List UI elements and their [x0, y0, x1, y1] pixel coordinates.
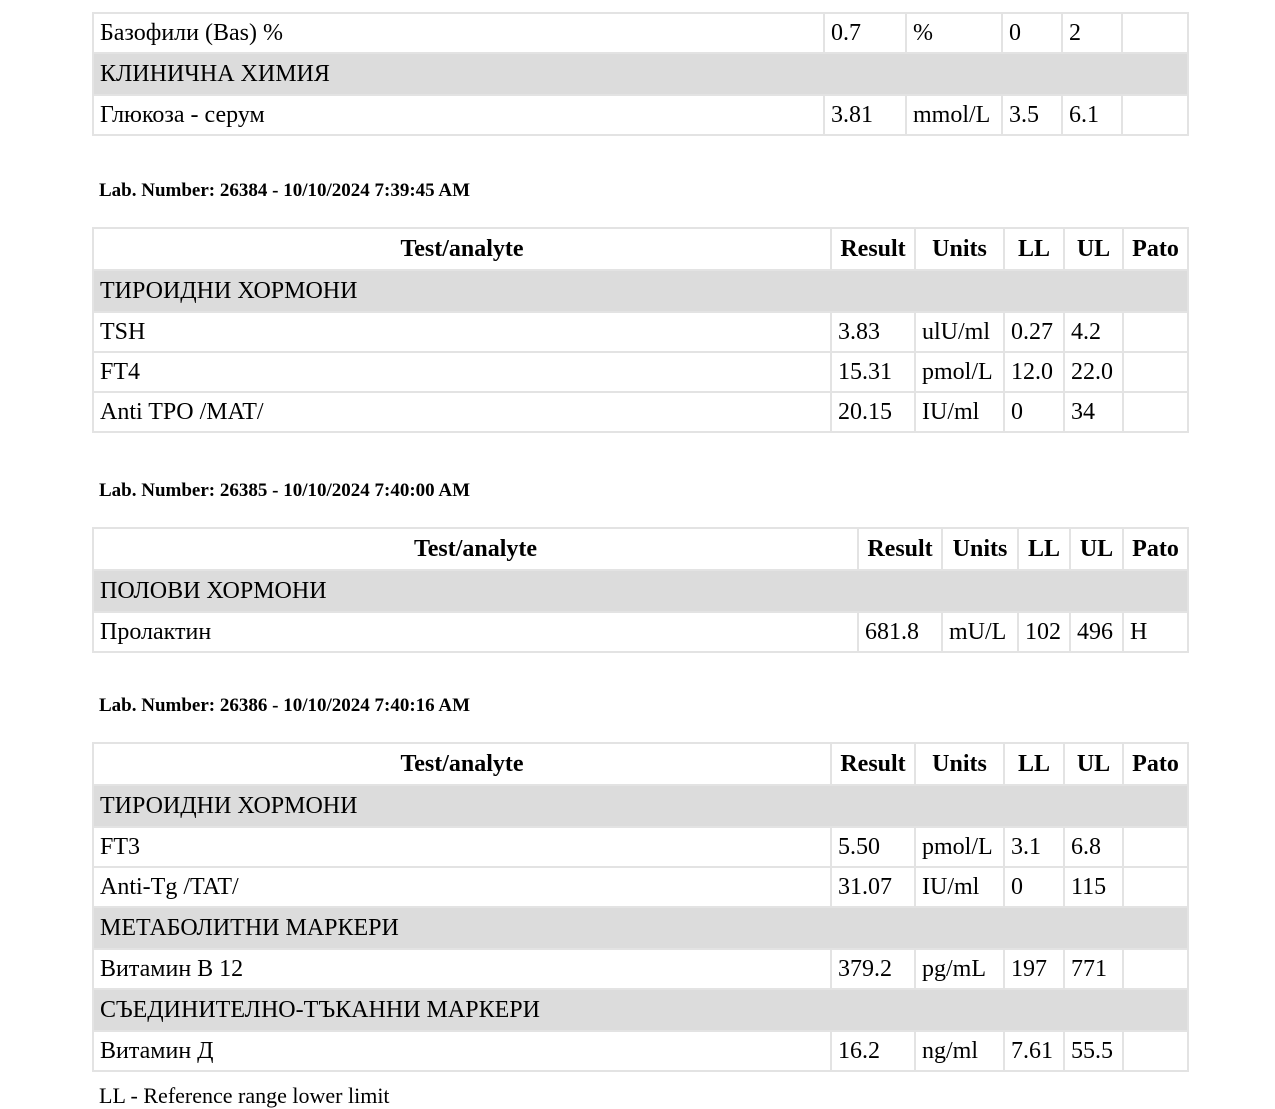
lower-limit: 0 [1004, 392, 1064, 432]
col-header-ul: UL [1070, 528, 1123, 570]
upper-limit: 2 [1062, 13, 1122, 53]
units: IU/ml [915, 392, 1004, 432]
upper-limit: 34 [1064, 392, 1123, 432]
section-row [93, 270, 1188, 312]
lab-number-heading: Lab. Number: 26386 - 10/10/2024 7:40:16 AM [99, 695, 471, 716]
pato-flag [1123, 827, 1188, 867]
table-row [93, 867, 1188, 907]
col-header-result: Result [858, 528, 942, 570]
units: mU/L [942, 612, 1018, 652]
pato-flag [1123, 1031, 1188, 1071]
table-row [93, 392, 1188, 432]
section-title: ТИРОИДНИ ХОРМОНИ [93, 785, 1188, 827]
lower-limit: 3.5 [1002, 95, 1062, 135]
table-row [93, 13, 1188, 53]
result-value: 681.8 [858, 612, 942, 652]
test-name: Витамин B 12 [93, 949, 831, 989]
col-header-result: Result [831, 743, 915, 785]
lower-limit: 0.27 [1004, 312, 1064, 352]
pato-flag [1123, 392, 1188, 432]
section-title: МЕТАБОЛИТНИ МАРКЕРИ [93, 907, 1188, 949]
lower-limit: 102 [1018, 612, 1070, 652]
table-row [93, 312, 1188, 352]
table-row [93, 95, 1188, 135]
col-header-result: Result [831, 228, 915, 270]
section-title: СЪЕДИНИТЕЛНО-ТЪКАННИ МАРКЕРИ [93, 989, 1188, 1031]
test-name: FT3 [93, 827, 831, 867]
col-header-units: Units [915, 228, 1004, 270]
col-header-ll: LL [1004, 228, 1064, 270]
units: IU/ml [915, 867, 1004, 907]
upper-limit: 771 [1064, 949, 1123, 989]
result-value: 3.81 [824, 95, 906, 135]
lower-limit: 3.1 [1004, 827, 1064, 867]
table-row [93, 352, 1188, 392]
test-name: FT4 [93, 352, 831, 392]
table-row [93, 612, 1188, 652]
result-value: 379.2 [831, 949, 915, 989]
lab-number-heading: Lab. Number: 26384 - 10/10/2024 7:39:45 AM [99, 180, 471, 201]
pato-flag [1123, 312, 1188, 352]
lab-number-heading: Lab. Number: 26385 - 10/10/2024 7:40:00 AM [99, 480, 471, 501]
results-table [92, 527, 1189, 653]
table-header-row [93, 228, 1188, 270]
test-name: Витамин Д [93, 1031, 831, 1071]
results-table [92, 742, 1189, 1072]
table-row [93, 1031, 1188, 1071]
col-header-units: Units [942, 528, 1018, 570]
col-header-pato: Pato [1123, 528, 1188, 570]
test-name: TSH [93, 312, 831, 352]
test-name: Anti-Tg /TAT/ [93, 867, 831, 907]
results-table-continued [92, 12, 1189, 136]
lower-limit: 7.61 [1004, 1031, 1064, 1071]
units: pg/mL [915, 949, 1004, 989]
col-header-test: Test/analyte [93, 743, 831, 785]
test-name: Базофили (Bas) % [93, 13, 824, 53]
pato-flag [1123, 352, 1188, 392]
result-value: 3.83 [831, 312, 915, 352]
section-title: ПОЛОВИ ХОРМОНИ [93, 570, 1188, 612]
result-value: 5.50 [831, 827, 915, 867]
test-name: Пролактин [93, 612, 858, 652]
section-row [93, 53, 1188, 95]
upper-limit: 22.0 [1064, 352, 1123, 392]
units: mmol/L [906, 95, 1002, 135]
result-value: 0.7 [824, 13, 906, 53]
table-row [93, 949, 1188, 989]
section-row [93, 785, 1188, 827]
lower-limit: 12.0 [1004, 352, 1064, 392]
table-header-row [93, 743, 1188, 785]
col-header-ul: UL [1064, 743, 1123, 785]
section-row [93, 570, 1188, 612]
section-title: ТИРОИДНИ ХОРМОНИ [93, 270, 1188, 312]
units: pmol/L [915, 827, 1004, 867]
test-name: Глюкоза - серум [93, 95, 824, 135]
units: pmol/L [915, 352, 1004, 392]
col-header-units: Units [915, 743, 1004, 785]
results-table [92, 227, 1189, 433]
upper-limit: 6.8 [1064, 827, 1123, 867]
pato-flag: H [1123, 612, 1188, 652]
upper-limit: 115 [1064, 867, 1123, 907]
units: ulU/ml [915, 312, 1004, 352]
lower-limit: 0 [1004, 867, 1064, 907]
col-header-ul: UL [1064, 228, 1123, 270]
result-value: 16.2 [831, 1031, 915, 1071]
result-value: 15.31 [831, 352, 915, 392]
lower-limit: 197 [1004, 949, 1064, 989]
col-header-pato: Pato [1123, 228, 1188, 270]
table-header-row [93, 528, 1188, 570]
table-row [93, 827, 1188, 867]
pato-flag [1122, 13, 1188, 53]
test-name: Anti TPO /MAT/ [93, 392, 831, 432]
section-title: КЛИНИЧНА ХИМИЯ [93, 53, 1188, 95]
upper-limit: 496 [1070, 612, 1123, 652]
result-value: 31.07 [831, 867, 915, 907]
result-value: 20.15 [831, 392, 915, 432]
pato-flag [1122, 95, 1188, 135]
col-header-pato: Pato [1123, 743, 1188, 785]
col-header-test: Test/analyte [93, 528, 858, 570]
units: ng/ml [915, 1031, 1004, 1071]
units: % [906, 13, 1002, 53]
footnote: LL - Reference range lower limit [99, 1083, 390, 1108]
col-header-ll: LL [1018, 528, 1070, 570]
section-row [93, 989, 1188, 1031]
lower-limit: 0 [1002, 13, 1062, 53]
upper-limit: 4.2 [1064, 312, 1123, 352]
upper-limit: 6.1 [1062, 95, 1122, 135]
upper-limit: 55.5 [1064, 1031, 1123, 1071]
pato-flag [1123, 867, 1188, 907]
col-header-ll: LL [1004, 743, 1064, 785]
pato-flag [1123, 949, 1188, 989]
col-header-test: Test/analyte [93, 228, 831, 270]
section-row [93, 907, 1188, 949]
